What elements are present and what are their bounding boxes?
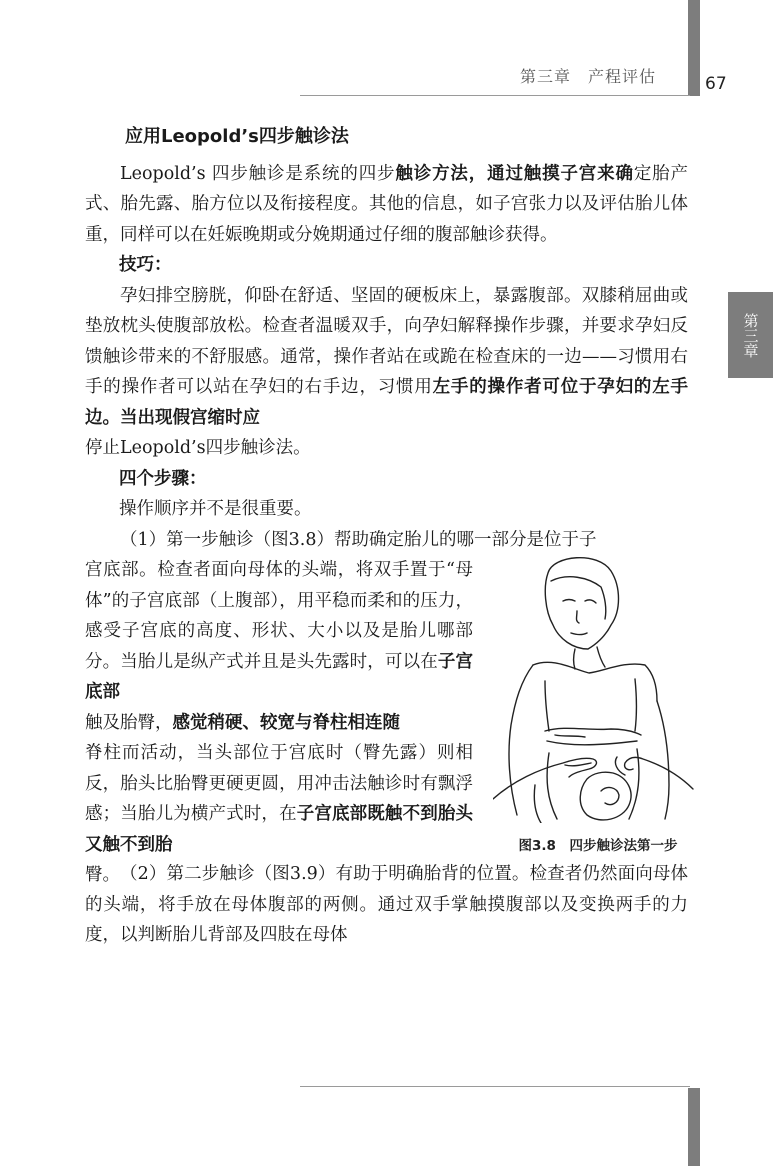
technique-label: 技巧： <box>119 255 172 275</box>
footer-rule <box>300 1086 690 1087</box>
page-number: 67 <box>705 74 727 94</box>
section-title: 应用Leopold’s四步触诊法 <box>125 126 349 147</box>
header-rule <box>300 95 690 96</box>
step1-figure-block <box>85 555 688 885</box>
page-edge-bar-top <box>688 0 700 96</box>
page-content <box>85 118 688 951</box>
running-header: 第三章 产程评估 <box>520 67 657 86</box>
chapter-tab[interactable]: 第三章 <box>728 292 773 378</box>
intro-paragraph: Leopold’s 四步触诊是系统的四步触诊方法，通过触摸子宫来确定胎产式、胎先露、胎方位以及衔接程度。其他的信息，如子宫张力以及评估胎儿体重，同样可以在妊娠晚期或分娩期通过仔细的腹部触诊获得。 <box>85 163 689 245</box>
figure-3-8 <box>493 553 698 859</box>
palpation-illustration <box>493 553 698 823</box>
page-edge-bar-bottom <box>688 1088 700 1166</box>
step1-paragraph: 宫底部。检查者面向母体的头端，将双手置于“母体”的子宫底部（上腹部），用平稳而柔和的压力，感受子宫底的高度、形状、大小以及是胎儿哪部分。当胎儿是纵产式并且是头先露时，可以在子宫底部 触及胎臀，感觉稍硬、较宽与脊柱相连随 脊柱而活动，当头部位于宫底时（臀先露）则相反，胎头比胎臀更硬更圆，用冲击法触诊时有飘浮感；当胎儿为横产式时，在子宫底部既触不到胎头又触不到胎 臀。 <box>85 560 474 885</box>
steps-label: 四个步骤： <box>119 468 207 489</box>
technique-paragraph: 孕妇排空膀胱，仰卧在舒适、坚固的硬板床上，暴露腹部。双膝稍屈曲或垫放枕头使腹部放松。检查者温暖双手，向孕妇解释操作步骤，并要求孕妇反馈触诊带来的不舒服感。通常，操作者站在或跪在检查床的一边——习惯用右手的操作者可以站在孕妇的右手边，习惯用左手的操作者可位于孕妇的左手边。当出现假宫缩时应 停止Leopold’s四步触诊法。 <box>85 285 688 458</box>
step1-first-line: （1）第一步触诊（图3.8）帮助确定胎儿的哪一部分是位于子 <box>120 529 597 550</box>
order-note: 操作顺序并不是很重要。 <box>119 499 312 519</box>
figure-caption: 图3.8 四步触诊法第一步 <box>518 838 678 854</box>
step2-paragraph: （2）第二步触诊（图3.9）有助于明确胎背的位置。检查者仍然面向母体的头端，将手放在母体腹部的两侧。通过双手掌触摸腹部以及变换两手的力度，以判断胎儿背部及四肢在母体 <box>85 864 688 945</box>
